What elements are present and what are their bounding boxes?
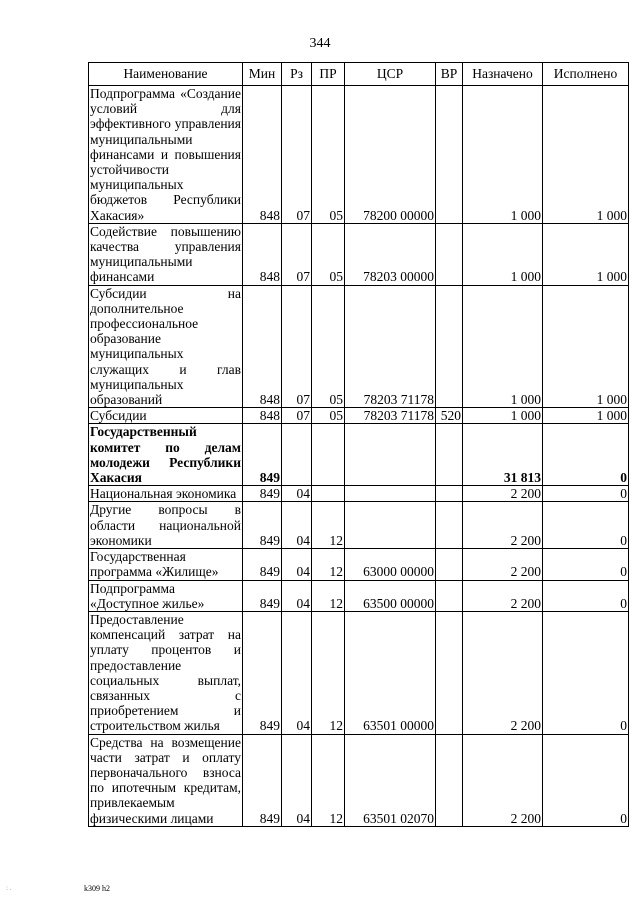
table-row bbox=[89, 580, 629, 611]
table-header-row bbox=[89, 63, 629, 86]
row-min: 849 bbox=[243, 502, 282, 549]
row-csr: 63501 02070 bbox=[345, 734, 436, 826]
column-header-assigned: Назначено bbox=[463, 63, 543, 86]
row-rz: 04 bbox=[282, 549, 312, 580]
row-pr: 12 bbox=[312, 502, 345, 549]
table-row bbox=[89, 86, 629, 224]
row-pr: 12 bbox=[312, 580, 345, 611]
row-assigned: 2 200 bbox=[463, 486, 543, 502]
row-assigned: 1 000 bbox=[463, 285, 543, 408]
row-pr: 12 bbox=[312, 734, 345, 826]
row-min: 848 bbox=[243, 285, 282, 408]
row-csr: 63000 00000 bbox=[345, 549, 436, 580]
column-header-csr: ЦСР bbox=[345, 63, 436, 86]
row-vr bbox=[436, 86, 463, 224]
row-name: Средства на возмещение части затрат и оплату первоначального взноса по ипотечным кредитам, привлекаемым физическими лицами bbox=[90, 734, 241, 826]
row-assigned: 2 200 bbox=[463, 502, 543, 549]
row-min: 848 bbox=[243, 223, 282, 285]
row-executed: 0 bbox=[543, 424, 629, 486]
row-executed: 0 bbox=[543, 502, 629, 549]
row-rz: 04 bbox=[282, 486, 312, 502]
row-min: 849 bbox=[243, 486, 282, 502]
row-rz: 07 bbox=[282, 285, 312, 408]
row-executed: 0 bbox=[543, 734, 629, 826]
row-pr: 05 bbox=[312, 86, 345, 224]
row-vr bbox=[436, 611, 463, 734]
page-footer-code: k309 h2 bbox=[84, 884, 110, 893]
table-row bbox=[89, 223, 629, 285]
row-pr: 12 bbox=[312, 611, 345, 734]
row-vr bbox=[436, 734, 463, 826]
row-pr bbox=[312, 424, 345, 486]
row-vr bbox=[436, 580, 463, 611]
row-assigned: 2 200 bbox=[463, 580, 543, 611]
row-executed: 0 bbox=[543, 486, 629, 502]
row-rz bbox=[282, 424, 312, 486]
row-pr: 05 bbox=[312, 408, 345, 424]
row-rz: 04 bbox=[282, 611, 312, 734]
row-executed: 1 000 bbox=[543, 285, 629, 408]
row-assigned: 2 200 bbox=[463, 549, 543, 580]
row-executed: 0 bbox=[543, 580, 629, 611]
column-header-pr: ПР bbox=[312, 63, 345, 86]
table-row bbox=[89, 734, 629, 826]
table-row bbox=[89, 408, 629, 424]
row-csr bbox=[345, 424, 436, 486]
row-pr: 05 bbox=[312, 285, 345, 408]
row-vr bbox=[436, 502, 463, 549]
row-name: Подпрограмма «Доступное жилье» bbox=[89, 580, 243, 611]
row-min: 848 bbox=[243, 408, 282, 424]
row-name: Подпрограмма «Создание условий для эффективного управления муниципальными финансами и повышения устойчивости муниципальных бюджетов Республики Хакасия» bbox=[90, 86, 241, 223]
row-min: 849 bbox=[243, 734, 282, 826]
row-rz: 04 bbox=[282, 734, 312, 826]
column-header-rz: Рз bbox=[282, 63, 312, 86]
table-row bbox=[89, 611, 629, 734]
column-header-name: Наименование bbox=[89, 63, 243, 86]
row-assigned: 2 200 bbox=[463, 611, 543, 734]
row-csr: 78203 71178 bbox=[345, 408, 436, 424]
row-assigned: 1 000 bbox=[463, 408, 543, 424]
row-min: 849 bbox=[243, 424, 282, 486]
row-vr bbox=[436, 285, 463, 408]
page-number: 344 bbox=[309, 36, 331, 51]
row-csr: 63500 00000 bbox=[345, 580, 436, 611]
budget-table bbox=[88, 62, 629, 827]
row-name: Другие вопросы в области национальной экономики bbox=[90, 502, 241, 548]
row-min: 849 bbox=[243, 549, 282, 580]
table-row bbox=[89, 285, 629, 408]
row-rz: 04 bbox=[282, 580, 312, 611]
row-pr bbox=[312, 486, 345, 502]
row-csr: 78203 00000 bbox=[345, 223, 436, 285]
row-rz: 07 bbox=[282, 86, 312, 224]
row-vr bbox=[436, 223, 463, 285]
row-assigned: 1 000 bbox=[463, 86, 543, 224]
column-header-vr: ВР bbox=[436, 63, 463, 86]
row-executed: 0 bbox=[543, 611, 629, 734]
row-min: 848 bbox=[243, 86, 282, 224]
row-vr bbox=[436, 549, 463, 580]
row-name: Государственный комитет по делам молодежи Республики Хакасия bbox=[90, 424, 241, 486]
row-assigned: 2 200 bbox=[463, 734, 543, 826]
row-csr: 78203 71178 bbox=[345, 285, 436, 408]
row-csr bbox=[345, 486, 436, 502]
row-csr: 63501 00000 bbox=[345, 611, 436, 734]
table-row bbox=[89, 486, 629, 502]
row-vr: 520 bbox=[436, 408, 463, 424]
row-csr: 78200 00000 bbox=[345, 86, 436, 224]
row-csr bbox=[345, 502, 436, 549]
row-executed: 1 000 bbox=[543, 223, 629, 285]
table-row bbox=[89, 549, 629, 580]
row-assigned: 31 813 bbox=[463, 424, 543, 486]
row-vr bbox=[436, 424, 463, 486]
row-min: 849 bbox=[243, 580, 282, 611]
row-executed: 0 bbox=[543, 549, 629, 580]
row-vr bbox=[436, 486, 463, 502]
row-name: Содействие повышению качества управления муниципальными финансами bbox=[90, 223, 241, 285]
table-row-ministry bbox=[89, 424, 629, 486]
column-header-min: Мин bbox=[243, 63, 282, 86]
row-pr: 12 bbox=[312, 549, 345, 580]
row-min: 849 bbox=[243, 611, 282, 734]
row-name: Государственная программа «Жилище» bbox=[89, 549, 243, 580]
row-executed: 1 000 bbox=[543, 86, 629, 224]
row-rz: 07 bbox=[282, 408, 312, 424]
row-rz: 04 bbox=[282, 502, 312, 549]
column-header-executed: Исполнено bbox=[543, 63, 629, 86]
row-name: Предоставление компенсаций затрат на уплату процентов и предоставление социальных выплат, связанных с приобретением и строительством жилья bbox=[90, 611, 241, 734]
row-pr: 05 bbox=[312, 223, 345, 285]
row-name: Субсидии на дополнительное профессиональное образование муниципальных служащих и глав муниципальных образований bbox=[90, 285, 241, 408]
table-row bbox=[89, 502, 629, 549]
row-executed: 1 000 bbox=[543, 408, 629, 424]
row-name: Национальная экономика bbox=[89, 486, 243, 502]
row-name: Субсидии bbox=[89, 408, 243, 424]
row-assigned: 1 000 bbox=[463, 223, 543, 285]
row-rz: 07 bbox=[282, 223, 312, 285]
margin-mark: : . bbox=[6, 884, 12, 892]
